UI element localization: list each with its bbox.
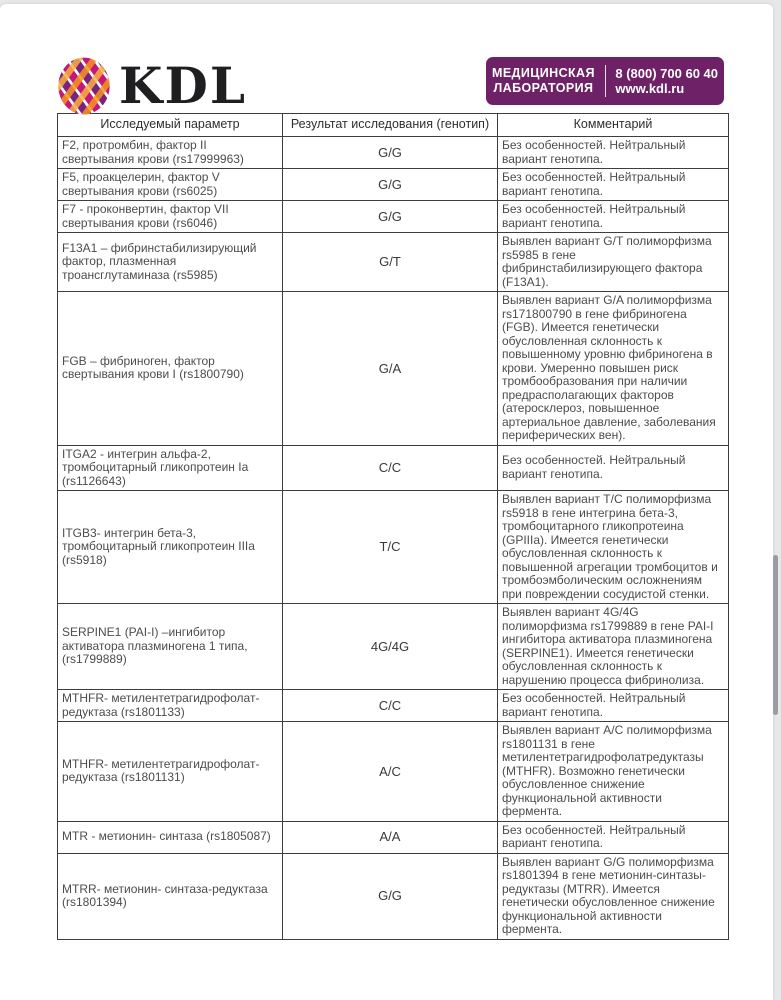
report-header <box>0 4 773 113</box>
result-cell: G/A <box>283 292 498 446</box>
table-row <box>58 604 729 690</box>
header-result: Результат исследования (генотип) <box>283 114 498 137</box>
parameter-cell: F2, протромбин, фактор II свертывания крови (rs17999963) <box>58 137 283 169</box>
header-parameter: Исследуемый параметр <box>58 114 283 137</box>
kdl-wordmark: KDL <box>119 56 247 115</box>
result-cell: A/C <box>283 722 498 822</box>
lab-badge-line1: МЕДИЦИНСКАЯ <box>492 66 595 80</box>
parameter-cell: FGB – фибриноген, фактор свертывания крови I (rs1800790) <box>58 292 283 446</box>
table-row <box>58 445 729 491</box>
lab-badge <box>486 57 724 105</box>
report-page <box>0 4 773 1000</box>
scrollbar[interactable] <box>773 0 781 1000</box>
table-row <box>58 853 729 939</box>
lab-website: www.kdl.ru <box>615 81 685 96</box>
result-cell: C/C <box>283 690 498 722</box>
result-cell: 4G/4G <box>283 604 498 690</box>
table-row <box>58 690 729 722</box>
table-row <box>58 821 729 853</box>
table-row <box>58 233 729 292</box>
result-cell: G/G <box>283 853 498 939</box>
lab-badge-name <box>486 66 605 96</box>
comment-cell: Выявлен вариант G/A полиморфизма rs171800790 в гене фибриногена (FGB). Имеется генетически обусловленная склонность к повышенному уровню фибриногена в крови. Умеренно повышен риск тромбообразования при наличии предрасполагающих факторов (атеросклероз, повышенное артериальное давление, заболевания периферических вен). <box>498 292 729 446</box>
comment-cell: Выявлен вариант T/C полиморфизма rs5918 в гене интегрина бета-3, тромбоцитарного гликопротеина (GPIIIa). Имеется генетически обусловленная склонность к повышенной агрегации тромбоцитов и тромбоэмболическим осложнениям при повреждении сосудистой стенки. <box>498 491 729 604</box>
header-comment: Комментарий <box>498 114 729 137</box>
parameter-cell: MTHFR- метилентетрагидрофолат-редуктаза (rs1801133) <box>58 690 283 722</box>
table-row <box>58 137 729 169</box>
result-cell: C/C <box>283 445 498 491</box>
table-row <box>58 292 729 446</box>
comment-cell: Без особенностей. Нейтральный вариант генотипа. <box>498 137 729 169</box>
comment-cell: Выявлен вариант 4G/4G полиморфизма rs1799889 в гене PAI-I ингибитора активатора плазминогена (SERPINE1). Имеется генетически обусловленная склонность к нарушению процесса фибринолиза. <box>498 604 729 690</box>
results-table <box>57 113 729 940</box>
table-row <box>58 491 729 604</box>
parameter-cell: ITGA2 - интегрин альфа-2, тромбоцитарный гликопротеин Ia (rs1126643) <box>58 445 283 491</box>
table-row <box>58 169 729 201</box>
comment-cell: Выявлен вариант G/T полиморфизма rs5985 в гене фибринстабилизирующего фактора (F13A1). <box>498 233 729 292</box>
parameter-cell: SERPINE1 (PAI-I) –ингибитор активатора плазминогена 1 типа, (rs1799889) <box>58 604 283 690</box>
result-cell: G/G <box>283 169 498 201</box>
lab-badge-line2: ЛАБОРАТОРИЯ <box>493 81 594 95</box>
scrollbar-thumb[interactable] <box>773 555 778 715</box>
comment-cell: Без особенностей. Нейтральный вариант генотипа. <box>498 821 729 853</box>
result-cell: T/C <box>283 491 498 604</box>
lab-badge-contacts <box>605 66 724 96</box>
result-cell: G/G <box>283 137 498 169</box>
comment-cell: Без особенностей. Нейтральный вариант генотипа. <box>498 169 729 201</box>
result-cell: A/A <box>283 821 498 853</box>
kdl-ball-icon <box>57 55 111 117</box>
parameter-cell: MTRR- метионин- синтаза-редуктаза (rs1801394) <box>58 853 283 939</box>
parameter-cell: MTHFR- метилентетрагидрофолат-редуктаза (rs1801131) <box>58 722 283 822</box>
comment-cell: Выявлен вариант A/C полиморфизма rs1801131 в гене метилентетрагидрофолатредуктазы (MTHFR). Возможно генетически обусловленное снижение функциональной активности фермента. <box>498 722 729 822</box>
result-cell: G/T <box>283 233 498 292</box>
kdl-logo <box>57 55 247 117</box>
comment-cell: Без особенностей. Нейтральный вариант генотипа. <box>498 445 729 491</box>
comment-cell: Без особенностей. Нейтральный вариант генотипа. <box>498 690 729 722</box>
lab-phone: 8 (800) 700 60 40 <box>615 66 718 81</box>
comment-cell: Без особенностей. Нейтральный вариант генотипа. <box>498 201 729 233</box>
table-row <box>58 722 729 822</box>
parameter-cell: ITGB3- интегрин бета-3, тромбоцитарный гликопротеин IIIa (rs5918) <box>58 491 283 604</box>
parameter-cell: F13A1 – фибринстабилизирующий фактор, плазменная троансглутаминаза (rs5985) <box>58 233 283 292</box>
parameter-cell: MTR - метионин- синтаза (rs1805087) <box>58 821 283 853</box>
parameter-cell: F7 - проконвертин, фактор VII свертывания крови (rs6046) <box>58 201 283 233</box>
parameter-cell: F5, проакцелерин, фактор V свертывания крови (rs6025) <box>58 169 283 201</box>
table-row <box>58 201 729 233</box>
comment-cell: Выявлен вариант G/G полиморфизма rs1801394 в гене метионин-синтазы-редуктазы (MTRR). Имеется генетически обусловленное снижение функциональной активности фермента. <box>498 853 729 939</box>
result-cell: G/G <box>283 201 498 233</box>
